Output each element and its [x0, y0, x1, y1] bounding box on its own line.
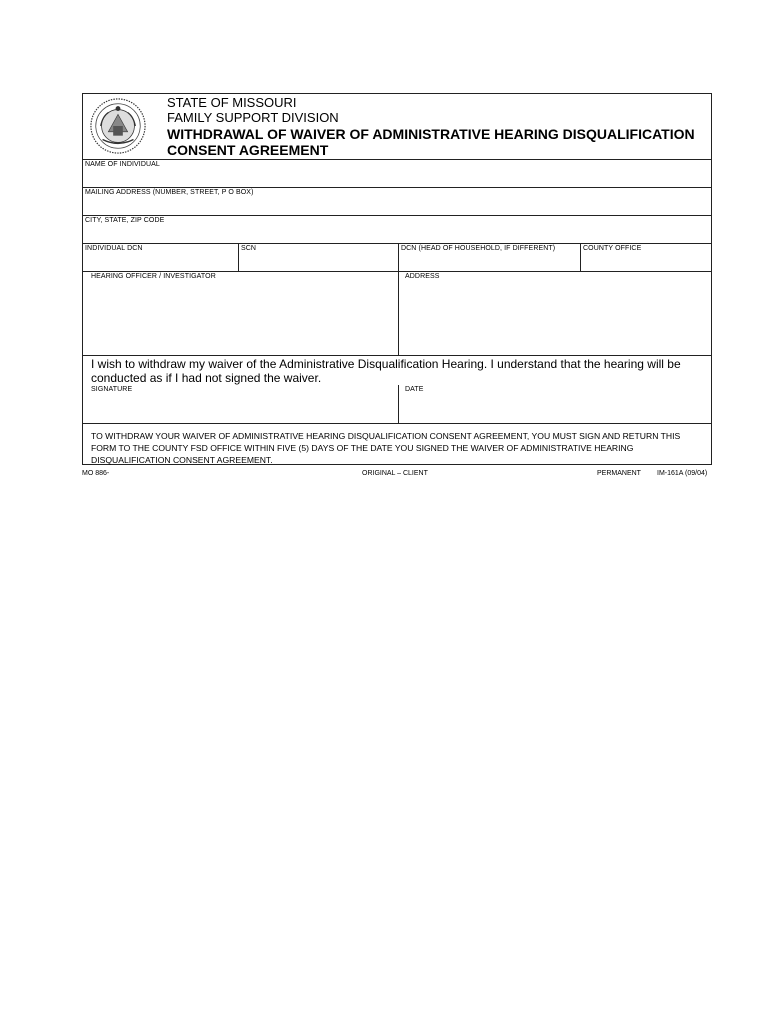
signature-label: SIGNATURE	[91, 386, 133, 393]
instructions: TO WITHDRAW YOUR WAIVER OF ADMINISTRATIVE HEARING DISQUALIFICATION CONSENT AGREEMENT, YOU MUST SIGN AND RETURN THIS FORM TO THE COUNTY FSD OFFICE WITHIN FIVE (5) DAYS OF THE DATE YOU SIGNED THE WAIVER OF ADMINISTRATIVE HEARING DISQUALIFICATION CONSENT AGREEMENT.	[83, 423, 711, 464]
row-officer	[83, 271, 711, 355]
date-field[interactable]	[398, 385, 711, 423]
scn-label: SCN	[241, 245, 257, 252]
row-dcn	[83, 243, 711, 271]
state-seal-icon	[89, 97, 147, 155]
city-state-zip-field[interactable]	[83, 216, 711, 243]
address-label: ADDRESS	[405, 273, 440, 280]
signature-field[interactable]	[83, 385, 398, 423]
hearing-officer-field[interactable]	[83, 272, 398, 355]
name-label: NAME OF INDIVIDUAL	[85, 161, 160, 168]
form-title-line1: WITHDRAWAL OF WAIVER OF ADMINISTRATIVE HEARING DISQUALIFICATION	[167, 126, 695, 142]
city-state-zip-label: CITY, STATE, ZIP CODE	[85, 217, 165, 224]
row-mailing	[83, 187, 711, 215]
county-office-field[interactable]	[580, 244, 711, 271]
date-label: DATE	[405, 386, 424, 393]
county-office-label: COUNTY OFFICE	[583, 245, 642, 252]
hoh-dcn-label: DCN (HEAD OF HOUSEHOLD, IF DIFFERENT)	[401, 245, 556, 252]
name-field[interactable]	[83, 160, 711, 187]
mailing-address-field[interactable]	[83, 188, 711, 215]
form-code: MO 886-	[82, 470, 110, 477]
row-city	[83, 215, 711, 243]
hoh-dcn-field[interactable]	[398, 244, 580, 271]
row-name	[83, 159, 711, 187]
withdrawal-statement: I wish to withdraw my waiver of the Administrative Disqualification Hearing. I understand that the hearing will be conducted as if I had not signed the waiver.	[83, 355, 711, 385]
division-name: FAMILY SUPPORT DIVISION	[167, 110, 339, 125]
address-field[interactable]	[398, 272, 711, 355]
individual-dcn-field[interactable]	[83, 244, 238, 271]
hearing-officer-label: HEARING OFFICER / INVESTIGATOR	[91, 273, 216, 280]
individual-dcn-label: INDIVIDUAL DCN	[85, 245, 143, 252]
retention: PERMANENT	[597, 470, 641, 477]
copy-designation: ORIGINAL – CLIENT	[362, 470, 428, 477]
form-footer	[82, 470, 712, 480]
state-name: STATE OF MISSOURI	[167, 95, 297, 110]
scn-field[interactable]	[238, 244, 398, 271]
form-title-line2: CONSENT AGREEMENT	[167, 142, 329, 158]
row-signature	[83, 385, 711, 423]
withdrawal-form	[82, 93, 712, 465]
mailing-address-label: MAILING ADDRESS (NUMBER, STREET, P O BOX)	[85, 189, 254, 196]
form-header	[83, 94, 711, 159]
form-number: IM-161A (09/04)	[657, 470, 708, 477]
